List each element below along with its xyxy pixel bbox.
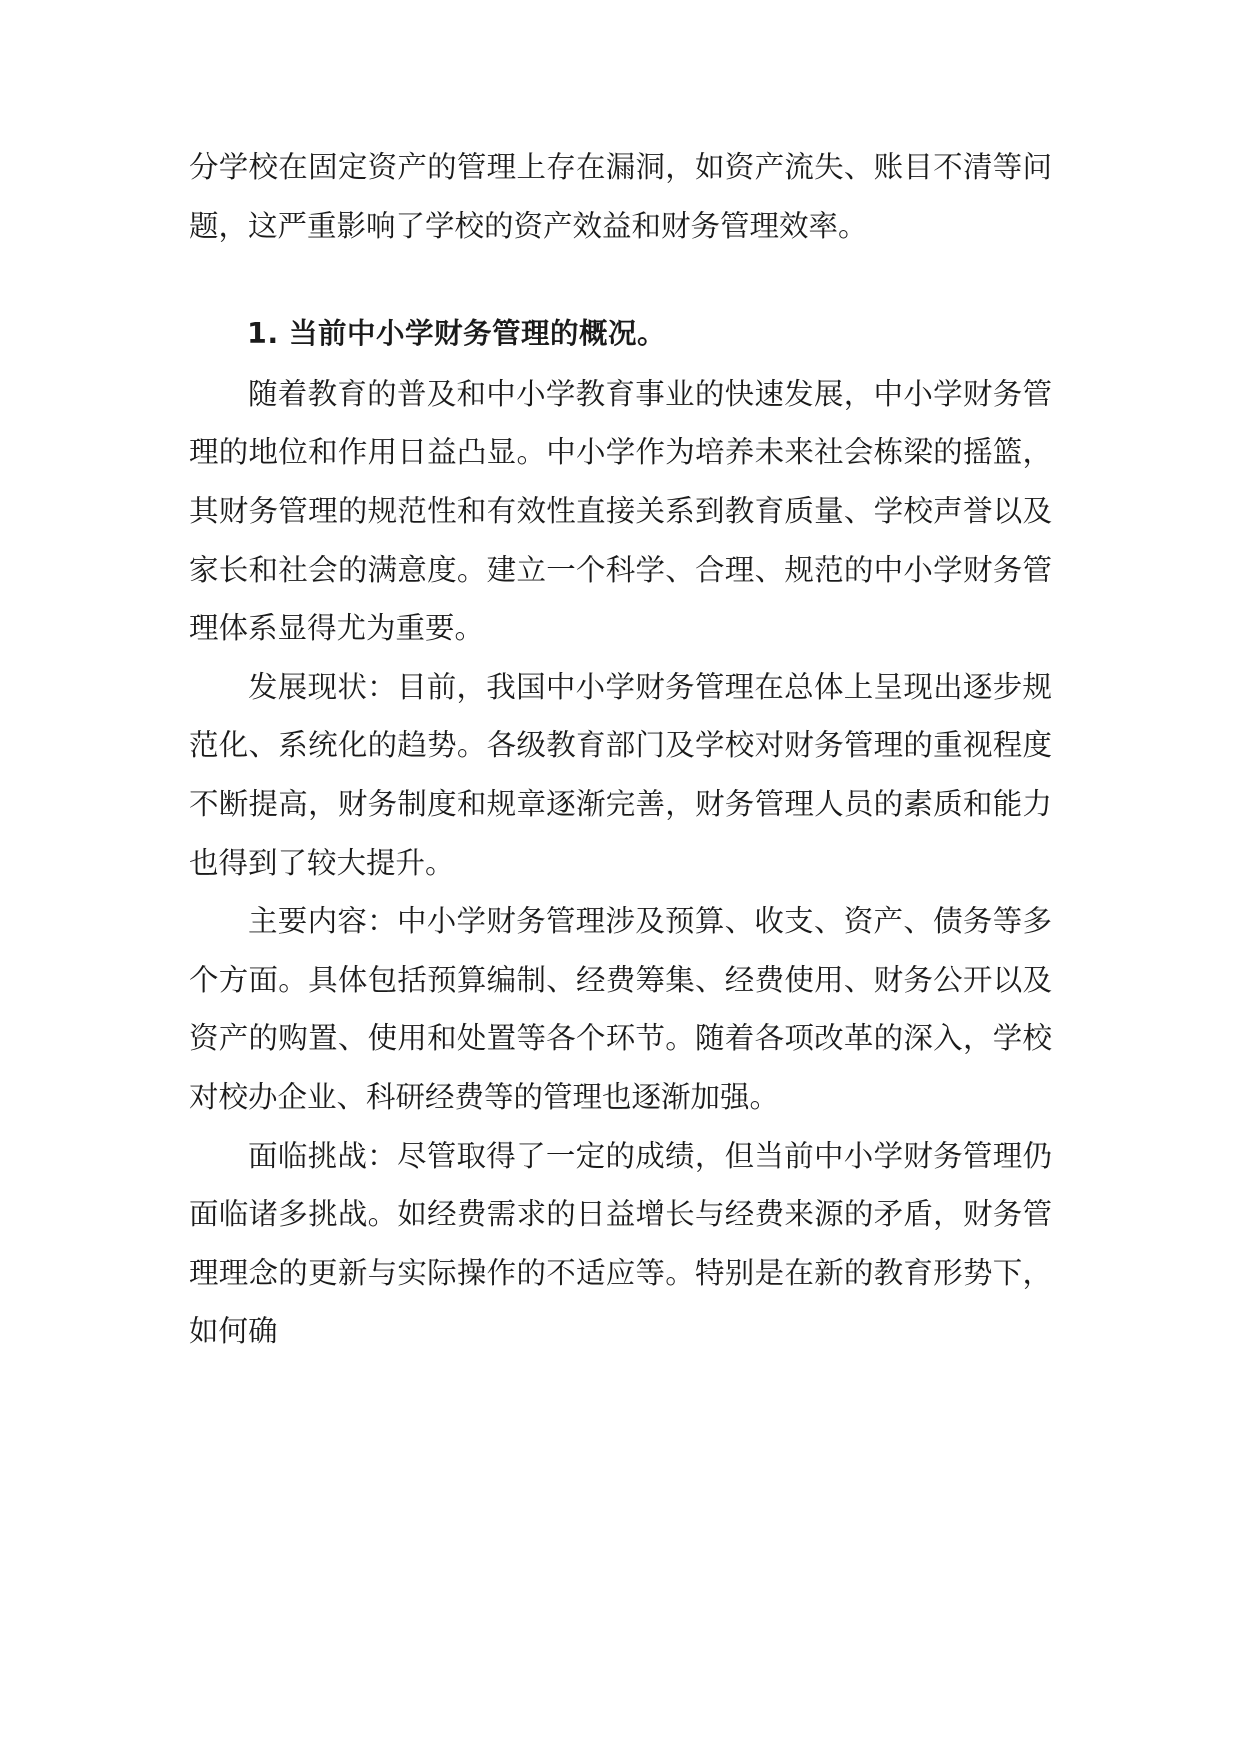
section-heading — [189, 305, 1052, 364]
document-body — [189, 138, 1052, 1361]
paragraph-development-status: 发展现状：目前，我国中小学财务管理在总体上呈现出逐步规范化、系统化的趋势。各级教育部门及学校对财务管理的重视程度不断提高，财务制度和规章逐渐完善，财务管理人员的素质和能力也得到了较大提升。 — [189, 669, 1052, 880]
continuation-paragraph: 分学校在固定资产的管理上存在漏洞，如资产流失、账目不清等问题，这严重影响了学校的资产效益和财务管理效率。 — [189, 150, 1052, 243]
paragraph-overview: 随着教育的普及和中小学教育事业的快速发展，中小学财务管理的地位和作用日益凸显。中小学作为培养未来社会栋梁的摇篮，其财务管理的规范性和有效性直接关系到教育质量、学校声誉以及家长和社会的满意度。建立一个科学、合理、规范的中小学财务管理体系显得尤为重要。 — [189, 376, 1052, 646]
paragraph-main-content: 主要内容：中小学财务管理涉及预算、收支、资产、债务等多个方面。具体包括预算编制、经费筹集、经费使用、财务公开以及资产的购置、使用和处置等各个环节。随着各项改革的深入，学校对校办企业、科研经费等的管理也逐渐加强。 — [189, 904, 1052, 1114]
section-title: 当前中小学财务管理的概况。 — [289, 317, 667, 351]
paragraph-challenges: 面临挑战：尽管取得了一定的成绩，但当前中小学财务管理仍面临诸多挑战。如经费需求的日益增长与经费来源的矛盾，财务管理理念的更新与实际操作的不适应等。特别是在新的教育形势下，如何确 — [189, 1138, 1052, 1349]
section-number: 1. — [247, 317, 279, 351]
